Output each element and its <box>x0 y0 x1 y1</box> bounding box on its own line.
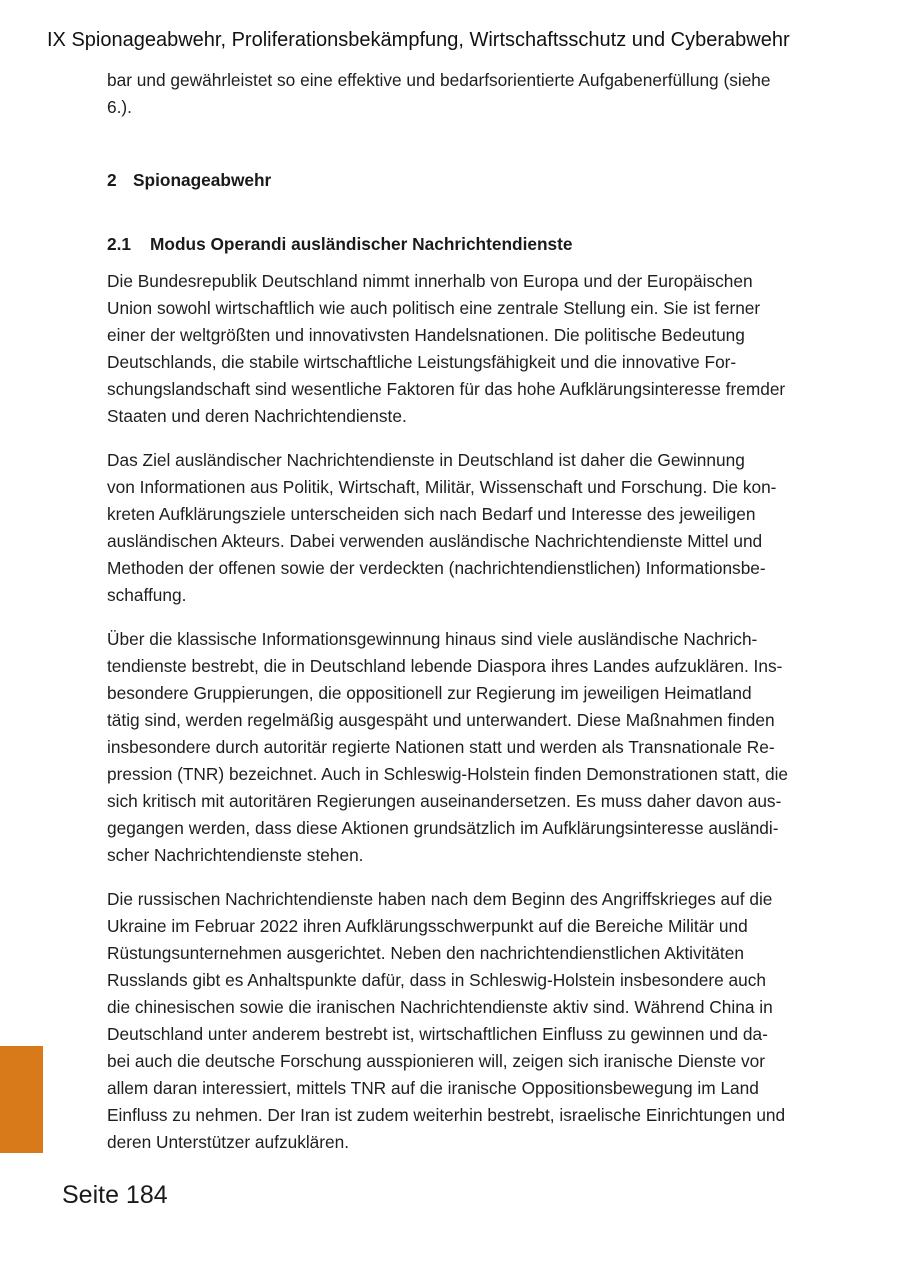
text-line: 6.). <box>107 97 132 117</box>
text-line: Rüstungsunternehmen ausgerichtet. Neben den nachrichtendienstlichen Aktivitäten <box>107 943 744 963</box>
running-header: IX Spionageabwehr, Proliferationsbekämpfung, Wirtschaftsschutz und Cyberabwehr <box>47 29 790 51</box>
text-line: Russlands gibt es Anhaltspunkte dafür, dass in Schleswig-Holstein insbesondere auch <box>107 970 766 990</box>
text-line: gegangen werden, dass diese Aktionen grundsätzlich im Aufklärungsinteresse ausländi- <box>107 818 779 838</box>
page-content <box>107 67 842 1156</box>
subsection-title: Modus Operandi ausländischer Nachrichtendienste <box>150 234 573 254</box>
text-line: schaffung. <box>107 585 187 605</box>
text-line: Deutschlands, die stabile wirtschaftliche Leistungsfähigkeit und die innovative For- <box>107 352 737 372</box>
text-line: scher Nachrichtendienste stehen. <box>107 845 364 865</box>
text-line: bar und gewährleistet so eine effektive und bedarfsorientierte Aufgabenerfüllung (siehe <box>107 70 771 90</box>
text-line: deren Unterstützer aufzuklären. <box>107 1132 350 1152</box>
text-line: kreten Aufklärungsziele unterscheiden sich nach Bedarf und Interesse des jeweiligen <box>107 504 756 524</box>
text-line: Staaten und deren Nachrichtendienste. <box>107 406 407 426</box>
intro-paragraph <box>107 67 842 121</box>
body-paragraph <box>107 886 842 1156</box>
text-line: allem daran interessiert, mittels TNR auf die iranische Oppositionsbewegung im Land <box>107 1078 759 1098</box>
text-line: Über die klassische Informationsgewinnung hinaus sind viele ausländische Nachrich- <box>107 629 758 649</box>
text-line: Union sowohl wirtschaftlich wie auch politisch eine zentrale Stellung ein. Sie ist ferner <box>107 298 761 318</box>
section-title: Spionageabwehr <box>133 170 272 190</box>
text-line: einer der weltgrößten und innovativsten Handelsnationen. Die politische Bedeutung <box>107 325 745 345</box>
text-line: Das Ziel ausländischer Nachrichtendienste in Deutschland ist daher die Gewinnung <box>107 450 745 470</box>
body-paragraph <box>107 447 842 609</box>
text-line: tendienste bestrebt, die in Deutschland lebende Diaspora ihres Landes aufzuklären. Ins- <box>107 656 783 676</box>
text-line: besondere Gruppierungen, die oppositionell zur Regierung im jeweiligen Heimatland <box>107 683 752 703</box>
section-heading <box>107 167 842 194</box>
text-line: die chinesischen sowie die iranischen Nachrichtendienste aktiv sind. Während China in <box>107 997 773 1017</box>
text-line: Ukraine im Februar 2022 ihren Aufklärungsschwerpunkt auf die Bereiche Militär und <box>107 916 748 936</box>
subsection-number: 2.1 <box>107 234 132 254</box>
body-paragraph <box>107 268 842 430</box>
body-paragraph <box>107 626 842 869</box>
text-line: Methoden der offenen sowie der verdeckten (nachrichtendienstlichen) Informationsbe- <box>107 558 766 578</box>
page-number: Seite 184 <box>62 1181 168 1209</box>
text-line: Die russischen Nachrichtendienste haben nach dem Beginn des Angriffskrieges auf die <box>107 889 773 909</box>
section-number: 2 <box>107 170 117 190</box>
text-line: von Informationen aus Politik, Wirtschaft, Militär, Wissenschaft und Forschung. Die kon- <box>107 477 777 497</box>
text-line: ausländischen Akteurs. Dabei verwenden ausländische Nachrichtendienste Mittel und <box>107 531 763 551</box>
text-line: insbesondere durch autoritär regierte Nationen statt und werden als Transnationale Re- <box>107 737 775 757</box>
text-line: Einfluss zu nehmen. Der Iran ist zudem weiterhin bestrebt, israelische Einrichtungen und <box>107 1105 786 1125</box>
subsection-heading <box>107 231 842 258</box>
text-line: Deutschland unter anderem bestrebt ist, wirtschaftlichen Einfluss zu gewinnen und da- <box>107 1024 768 1044</box>
text-line: bei auch die deutsche Forschung ausspionieren will, zeigen sich iranische Dienste vor <box>107 1051 766 1071</box>
chapter-tab-marker <box>0 1046 43 1153</box>
text-line: pression (TNR) bezeichnet. Auch in Schleswig-Holstein finden Demonstrationen statt, die <box>107 764 789 784</box>
text-line: sich kritisch mit autoritären Regierungen auseinandersetzen. Es muss daher davon aus- <box>107 791 782 811</box>
text-line: schungslandschaft sind wesentliche Faktoren für das hohe Aufklärungsinteresse fremder <box>107 379 786 399</box>
text-line: Die Bundesrepublik Deutschland nimmt innerhalb von Europa und der Europäischen <box>107 271 753 291</box>
text-line: tätig sind, werden regelmäßig ausgespäht und unterwandert. Diese Maßnahmen finden <box>107 710 775 730</box>
